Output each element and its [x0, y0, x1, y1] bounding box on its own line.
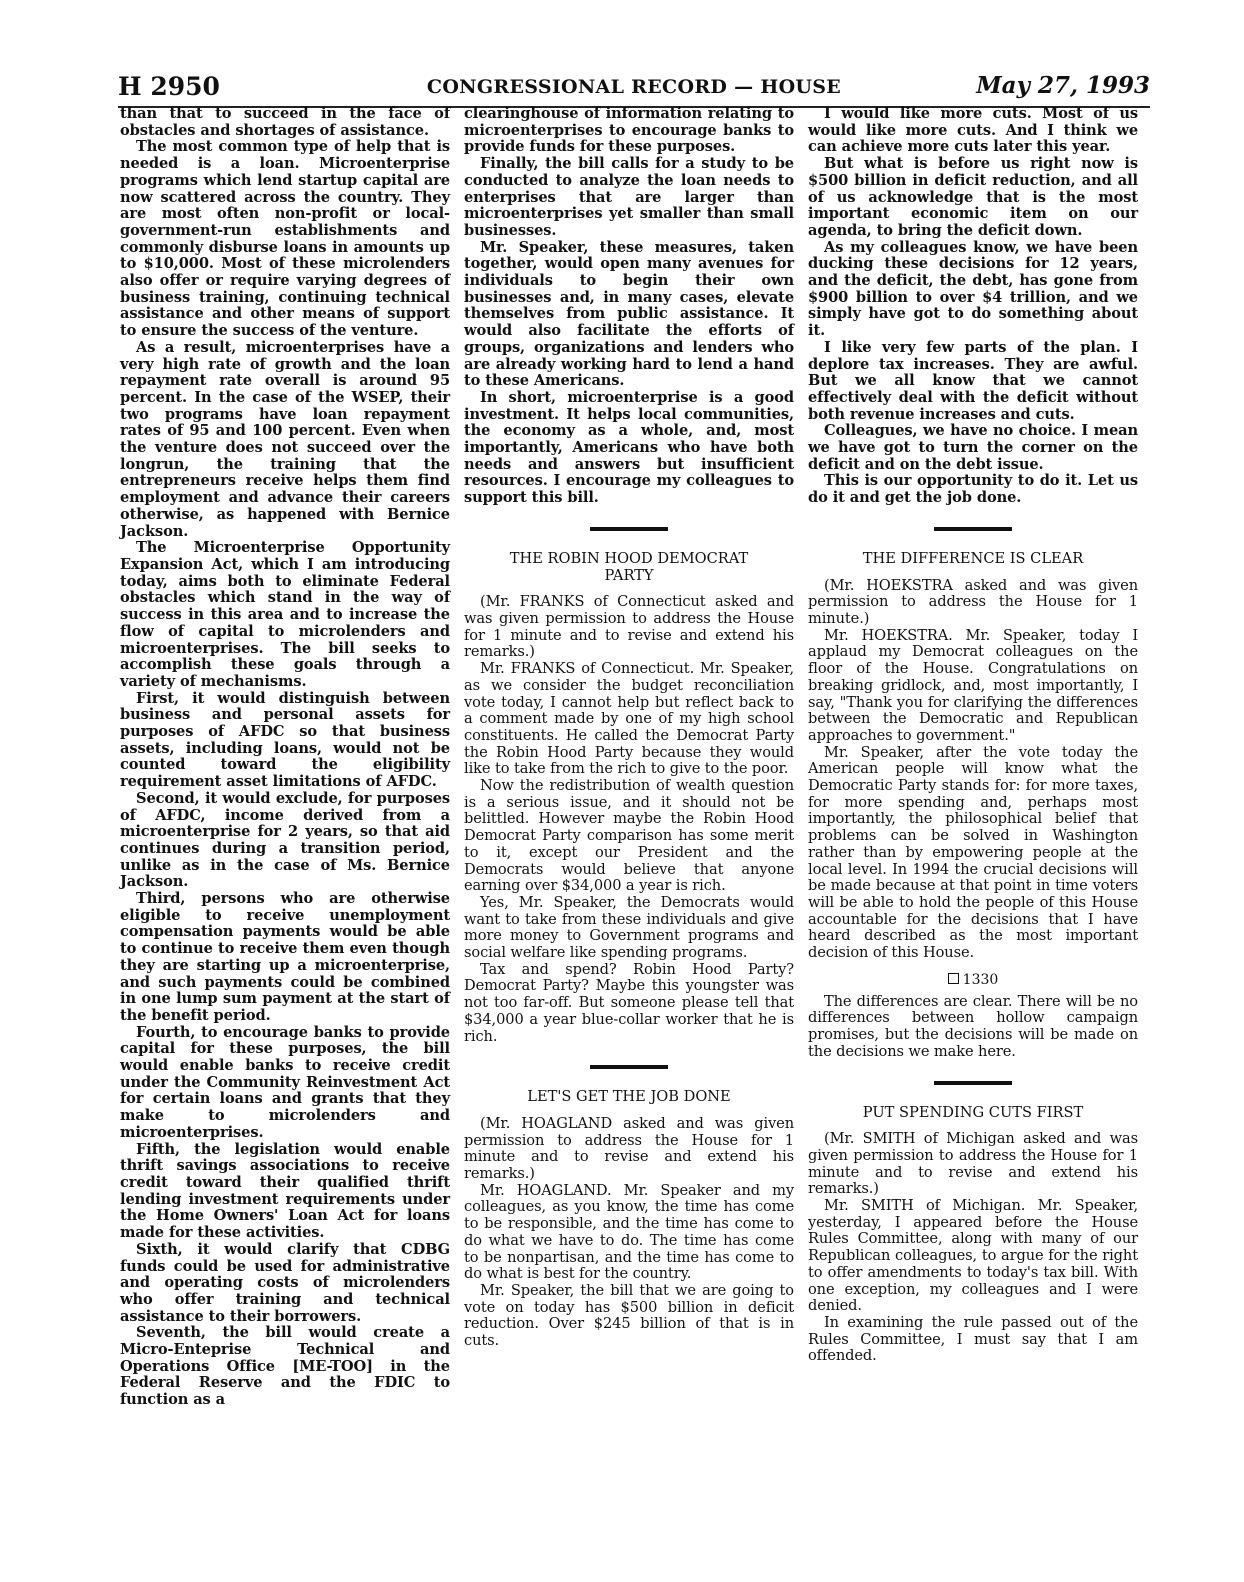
- publication-title: CONGRESSIONAL RECORD — HOUSE: [426, 76, 842, 98]
- square-bullet-icon: [948, 973, 959, 984]
- page-number: H 2950: [118, 72, 220, 101]
- paragraph: Mr. HOAGLAND. Mr. Speaker and my colleagues, as you know, the time has come to be responsible, and the time has come to do what we have to do. The time has come to be nonpartisan, and the time has come to do what is best for the country.: [464, 1181, 794, 1283]
- paragraph: Mr. FRANKS of Connecticut. Mr. Speaker, as we consider the budget reconciliation vote today, I cannot help but reflect back to a comment made by one of my high school constituents. He called the Democrat Party the Robin Hood Party because they would like to take from the rich to give to the poor.: [464, 660, 794, 778]
- paragraph: Tax and spend? Robin Hood Party? Democrat Party? Maybe this youngster was not too far-off. But someone please tell that $34,000 a year blue-collar worker that he is rich.: [464, 960, 794, 1045]
- section-title: PUT SPENDING CUTS FIRST: [862, 1103, 1084, 1121]
- section-title-line: THE ROBIN HOOD DEMOCRAT: [509, 549, 749, 567]
- paragraph: But what is before us right now is $500 billion in deficit reduction, and all of us acknowledge that is the most important economic item on our agenda, to bring the deficit down.: [808, 155, 1138, 239]
- paragraph: Mr. SMITH of Michigan. Mr. Speaker, yesterday, I appeared before the House Rules Committee, along with many of our Republican colleagues, to argue for the right to offer amendments to today's tax bill. With one exception, my colleagues and I were denied.: [808, 1197, 1138, 1315]
- paragraph: Colleagues, we have no choice. I mean we have got to turn the corner on the deficit and on the debt issue.: [808, 422, 1138, 473]
- paragraph: (Mr. HOEKSTRA asked and was given permission to address the House for 1 minute.): [808, 576, 1138, 627]
- paragraph: First, it would distinguish between business and personal assets for purposes of AFDC so that business assets, including loans, would not be counted toward the eligibility requirement asset limitations of AFDC.: [120, 689, 450, 791]
- paragraph: This is our opportunity to do it. Let us do it and get the job done.: [808, 472, 1138, 507]
- paragraph: In short, microenterprise is a good investment. It helps local communities, the economy as a whole, and, most importantly, Americans who have both needs and answers but insufficient resources. I encourage my colleagues to support this bill.: [464, 388, 794, 507]
- section-divider: [590, 1065, 668, 1069]
- page-header: [118, 72, 1150, 108]
- paragraph: As my colleagues know, we have been ducking these decisions for 12 years, and the deficit, the debt, has gone from $900 billion to over $4 trillion, and we simply have got to do something about it.: [808, 238, 1138, 340]
- paragraph: Mr. HOEKSTRA. Mr. Speaker, today I applaud my Democrat colleagues on the floor of the House. Congratulations on breaking gridlock, and, most importantly, I say, "Thank you for clarifying the differences between the Democratic and Republican approaches to government.": [808, 626, 1138, 744]
- section-title: THE DIFFERENCE IS CLEAR: [862, 549, 1084, 567]
- column-1: [120, 106, 450, 1409]
- publication-date: May 27, 1993: [976, 72, 1150, 99]
- paragraph: As a result, microenterprises have a very high rate of growth and the loan repayment rate overall is around 95 percent. In the case of the WSEP, their two programs have loan repayment rates of 95 and 100 percent. Even when the venture does not succeed over the longrun, the training that the entrepreneurs receive helps them find employment and advance their careers otherwise, as happened with Bernice Jackson.: [120, 338, 450, 540]
- column-2: [464, 106, 794, 1350]
- paragraph: Fifth, the legislation would enable thrift savings associations to receive credit toward their qualified thrift lending investment requirements under the Home Owners' Loan Act for loans made for these activities.: [120, 1140, 450, 1242]
- paragraph: Fourth, to encourage banks to provide capital for these purposes, the bill would enable banks to receive credit under the Community Reinvestment Act for certain loans and grants that they make to microlenders and microenterprises.: [120, 1023, 450, 1141]
- section-title: [464, 551, 794, 584]
- section-title: LET'S GET THE JOB DONE: [527, 1088, 731, 1106]
- paragraph: Finally, the bill calls for a study to be conducted to analyze the loan needs to enterprises that are larger than microenterprises yet smaller than small businesses.: [464, 155, 794, 239]
- paragraph: The Microenterprise Opportunity Expansion Act, which I am introducing today, aims both to eliminate Federal obstacles which stand in the way of success in this area and to increase the flow of capital to microlenders and microenterprises. The bill seeks to accomplish these goals through a variety of mechanisms.: [120, 539, 450, 690]
- section-divider: [590, 527, 668, 531]
- paragraph: The differences are clear. There will be no differences between hollow campaign promises, but the decisions will be made on the decisions we make here.: [808, 992, 1138, 1060]
- paragraph: Second, it would exclude, for purposes of AFDC, income derived from a microenterprise for 2 years, so that aid continues during a transition period, unlike as in the case of Ms. Bernice Jackson.: [120, 789, 450, 891]
- paragraph: Mr. Speaker, after the vote today the American people will know what the Democratic Party stands for: for more taxes, for more spending and, perhaps most importantly, the philosophical belief that problems can be solved in Washington rather than by empowering people at the local level. In 1994 the crucial decisions will be made because at that point in time voters will be able to hold the people of this House accountable for the decisions that I have heard described as the most important decision of this House.: [808, 743, 1138, 962]
- continued-text: [464, 106, 794, 507]
- section-robin-hood: [464, 551, 794, 1045]
- paragraph: (Mr. SMITH of Michigan asked and was given permission to address the House for 1 minute and to revise and extend his remarks.): [808, 1130, 1138, 1198]
- paragraph: clearinghouse of information relating to microenterprises to encourage banks to provide funds for these purposes.: [464, 105, 794, 156]
- section-job-done: [464, 1089, 794, 1350]
- paragraph: Yes, Mr. Speaker, the Democrats would want to take from these individuals and give more money to Government programs and social welfare like spending programs.: [464, 893, 794, 962]
- paragraph: Sixth, it would clarify that CDBG funds could be used for administrative and operating costs of microlenders who offer training and technical assistance to their borrowers.: [120, 1240, 450, 1325]
- paragraph: The most common type of help that is needed is a loan. Microenterprise programs which lend startup capital are now scattered across the country. They are most often non-profit or local-government-run establishments and commonly disburse loans in amounts up to $10,000. Most of these microlenders also offer or require varying degrees of business training, continuing technical assistance and other means of support to ensure the success of the venture.: [120, 138, 450, 340]
- paragraph: (Mr. HOAGLAND asked and was given permission to address the House for 1 minute and to revise and extend his remarks.): [464, 1114, 794, 1183]
- column-3: [808, 106, 1138, 1365]
- paragraph: (Mr. FRANKS of Connecticut asked and was given permission to address the House for 1 minute and to revise and extend his remarks.): [464, 593, 794, 661]
- section-difference-is-clear: [808, 551, 1138, 1061]
- paragraph: I like very few parts of the plan. I deplore tax increases. They are awful. But we all know that we cannot effectively deal with the deficit without both revenue increases and cuts.: [808, 338, 1138, 423]
- section-title-line: PARTY: [604, 566, 654, 584]
- time-marker: [808, 972, 1138, 988]
- section-divider: [934, 1081, 1012, 1085]
- continued-text: [808, 106, 1138, 507]
- paragraph: than that to succeed in the face of obstacles and shortages of assistance.: [120, 105, 450, 139]
- paragraph: Mr. Speaker, the bill that we are going to vote on today has $500 billion in deficit reduction. Over $245 billion of that is in cuts.: [464, 1282, 794, 1350]
- paragraph: In examining the rule passed out of the Rules Committee, I must say that I am offended.: [808, 1314, 1138, 1365]
- time-marker-text: 1330: [962, 971, 999, 988]
- section-divider: [934, 527, 1012, 531]
- paragraph: Third, persons who are otherwise eligible to receive unemployment compensation payments would be able to continue to receive them even though they are starting up a microenterprise, and such payments could be combined in one lump sum payment at the start of the benefit period.: [120, 890, 450, 1024]
- paragraph: Mr. Speaker, these measures, taken together, would open many avenues for individuals to begin their own businesses and, in many cases, elevate themselves from public assistance. It would also facilitate the efforts of groups, organizations and lenders who are already working hard to lend a hand to these Americans.: [464, 238, 794, 390]
- paragraph: Now the redistribution of wealth question is a serious issue, and it should not be belittled. However maybe the Robin Hood Democrat Party comparison has some merit to it, except our President and the Democrats would believe that anyone earning over $34,000 a year is rich.: [464, 777, 794, 895]
- paragraph: I would like more cuts. Most of us would like more cuts. And I think we can achieve more cuts later this year.: [808, 105, 1138, 156]
- section-spending-cuts: [808, 1105, 1138, 1366]
- paragraph: Seventh, the bill would create a Micro-Enteprise Technical and Operations Office [ME-TOO] in the Federal Reserve and the FDIC to function as a: [120, 1324, 450, 1409]
